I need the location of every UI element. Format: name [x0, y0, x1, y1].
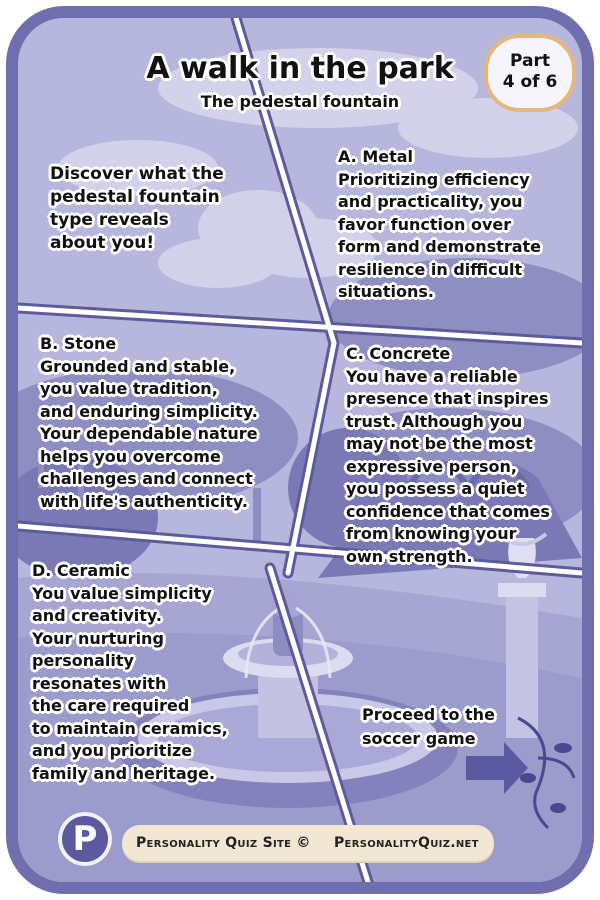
- panel-c-line: own strength.: [346, 546, 473, 566]
- panel-c-line: from knowing your: [346, 524, 517, 543]
- panel-d-line: family and heritage.: [32, 763, 216, 783]
- panel-c-line: presence that inspires: [346, 389, 549, 408]
- footer-bar: [122, 825, 494, 861]
- panel-a-line: resilience in difficult: [338, 259, 523, 279]
- panel-b-line: you value tradition,: [40, 379, 218, 398]
- panel-d-line: personality: [32, 651, 134, 670]
- part-badge: [484, 34, 576, 112]
- panel-c-line: trust. Although you: [346, 411, 523, 431]
- panel-b-line: and enduring simplicity.: [40, 401, 258, 421]
- page-subtitle: The pedestal fountain: [200, 92, 400, 111]
- panel-c-heading: C. Concrete: [346, 344, 451, 363]
- intro-line: pedestal fountain: [50, 187, 220, 207]
- panel-c-line: confidence that comes: [346, 501, 550, 521]
- panel-a-metal: [338, 146, 578, 304]
- panel-d-ceramic: [32, 560, 272, 785]
- footer-site-name: Personality Quiz Site ©: [136, 835, 311, 851]
- intro-text: [50, 163, 290, 255]
- p-logo-icon[interactable]: [58, 812, 112, 866]
- panel-c-concrete: [346, 343, 586, 568]
- panel-d-heading: D. Ceramic: [32, 561, 130, 580]
- panel-d-line: and you prioritize: [32, 741, 193, 760]
- proceed-line[interactable]: Proceed to the: [362, 705, 495, 724]
- panel-b-line: Your dependable nature: [40, 424, 258, 443]
- part-badge-label: Part: [510, 51, 550, 71]
- panel-c-line: you possess a quiet: [346, 479, 525, 498]
- panel-a-heading: A. Metal: [338, 147, 414, 166]
- intro-line: type reveals: [50, 210, 169, 230]
- panel-d-line: You value simplicity: [32, 583, 212, 603]
- panel-b-line: Grounded and stable,: [40, 356, 236, 376]
- panel-a-line: form and demonstrate: [338, 237, 542, 256]
- panel-c-line: You have a reliable: [346, 366, 518, 386]
- panel-a-line: Prioritizing efficiency: [338, 169, 530, 189]
- panel-c-line: expressive person,: [346, 456, 517, 476]
- page-title: A walk in the park: [146, 51, 454, 86]
- intro-line: Discover what the: [50, 164, 224, 184]
- panel-d-line: resonates with: [32, 673, 167, 693]
- footer-url-link[interactable]: PersonalityQuiz.net: [334, 835, 479, 851]
- intro-line: about you!: [50, 233, 155, 253]
- panel-a-line: favor function over: [338, 214, 512, 234]
- panel-d-line: Your nurturing: [32, 628, 164, 648]
- panel-b-stone: [40, 333, 300, 513]
- panel-b-line: helps you overcome: [40, 446, 221, 466]
- proceed-link[interactable]: [362, 703, 582, 751]
- panel-d-line: to maintain ceramics,: [32, 718, 228, 738]
- panel-a-line: situations.: [338, 282, 434, 301]
- proceed-line[interactable]: soccer game: [362, 729, 476, 748]
- panel-a-line: and practicality, you: [338, 192, 523, 211]
- logo-letter: P: [72, 819, 98, 859]
- part-badge-count: 4 of 6: [502, 72, 558, 92]
- panel-b-line: challenges and connect: [40, 469, 253, 488]
- panel-b-heading: B. Stone: [40, 334, 117, 353]
- panel-c-line: may not be the most: [346, 434, 533, 453]
- panel-d-line: the care required: [32, 696, 190, 715]
- panel-b-line: with life's authenticity.: [40, 491, 248, 511]
- panel-d-line: and creativity.: [32, 606, 162, 625]
